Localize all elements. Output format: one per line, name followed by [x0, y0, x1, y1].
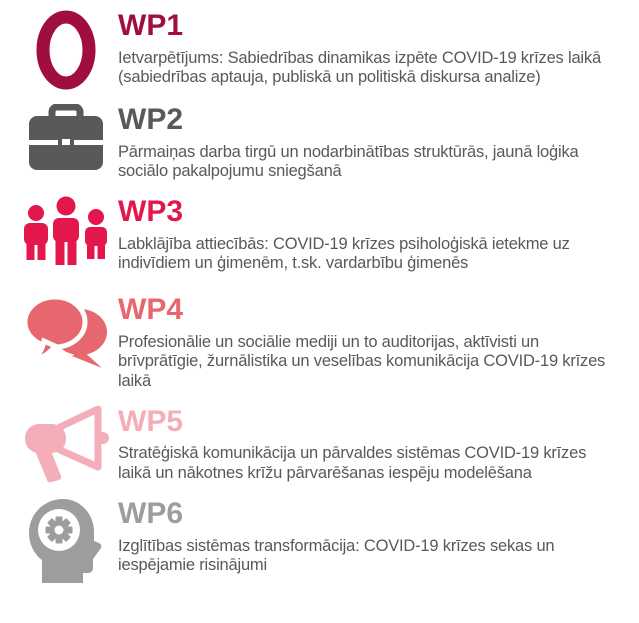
wp2-title: WP2: [118, 103, 184, 136]
wp6-title: WP6: [118, 497, 184, 531]
head-gear-icon: [14, 496, 118, 584]
wp4-description: Profesionālie un sociālie mediji un to auditorijas, aktīvisti un brīvprātīgie, žurnālistika un veselības komunikācija COVID-19 krīzes laikā: [118, 332, 606, 391]
wp3-description: Labklājība attiecībās: COVID-19 krīzes psiholoģiskā ietekme uz indivīdiem un ģimenēm, t.sk. vardarbību ģimenēs: [118, 234, 570, 273]
wp6-description: Izglītības sistēmas transformācija: COVID-19 krīzes sekas un iespējamie risinājumi: [118, 536, 555, 575]
wp2-description: Pārmaiņas darba tirgū un nodarbinātības struktūrās, jaunā loģika sociālo pakalpojumu sniegšanā: [118, 142, 579, 181]
wp5-row: [14, 404, 639, 484]
ring-icon: [14, 8, 118, 90]
wp3-title: WP3: [118, 195, 184, 229]
wp5-description: Stratēģiskā komunikācija un pārvaldes sistēmas COVID-19 krīzes laikā un nākotnes krīžu pārvarēšanas iespēju modelēšana: [118, 444, 587, 483]
wp4-row: [14, 292, 639, 392]
wp3-row: [14, 194, 639, 280]
wp2-row: [14, 102, 639, 182]
megaphone-icon: [14, 404, 118, 484]
wp5-title: WP5: [118, 404, 184, 438]
people-group-icon: [14, 194, 118, 280]
wp6-row: [14, 496, 639, 584]
wp4-title: WP4: [118, 293, 184, 327]
wp1-row: [14, 8, 639, 90]
speech-bubbles-icon: [14, 292, 118, 374]
wp1-title: WP1: [118, 9, 184, 42]
briefcase-icon: [14, 102, 118, 172]
wp1-description: Ietvarpētījums: Sabiedrības dinamikas izpēte COVID-19 krīzes laikā (sabiedrības aptauja, publiskā un politiskā diskursa analize): [118, 48, 601, 87]
